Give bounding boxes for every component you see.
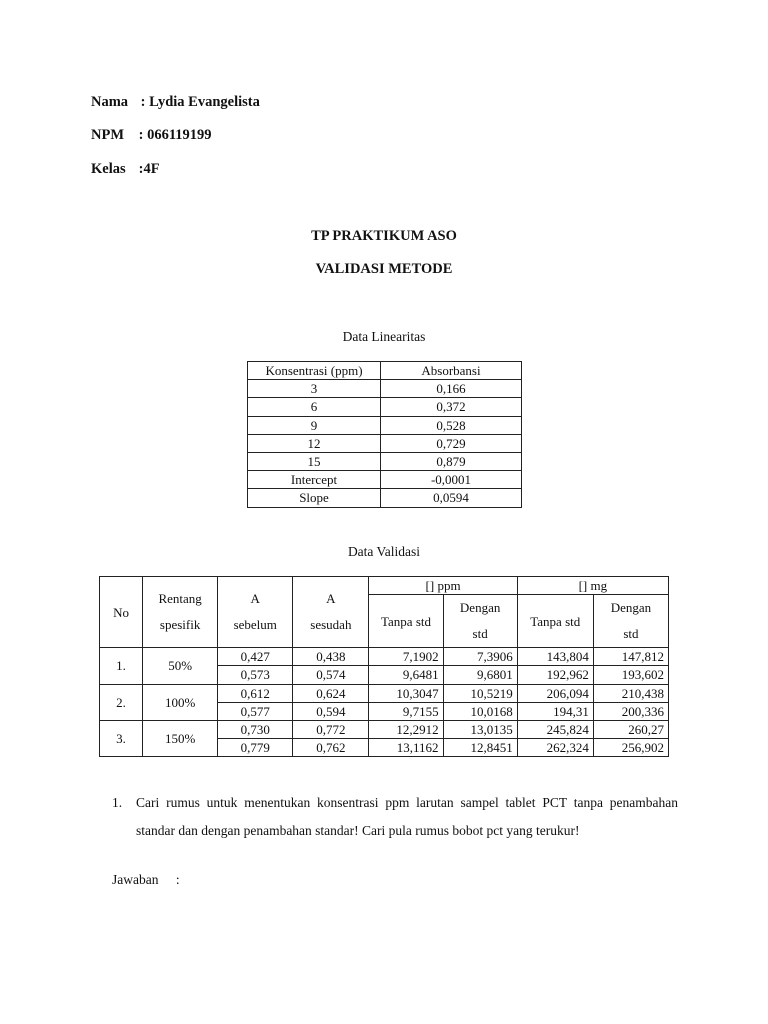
cell-konsentrasi: 6 <box>248 398 381 416</box>
cell-mg-dengan: 256,902 <box>593 739 668 757</box>
cell-a-sesudah: 0,772 <box>293 720 369 738</box>
page-subtitle: VALIDASI METODE <box>315 261 453 277</box>
column-header-tanpa-mg: Tanpa std <box>517 595 593 648</box>
column-header-a-sebelum <box>218 577 293 648</box>
cell-ppm-tanpa: 9,6481 <box>369 666 443 684</box>
cell-no: 3. <box>100 720 143 756</box>
cell-ppm-dengan: 9,6801 <box>443 666 517 684</box>
cell-mg-tanpa: 206,094 <box>517 684 593 702</box>
table-row <box>248 489 522 507</box>
answer-colon: : <box>175 872 180 887</box>
cell-mg-tanpa: 245,824 <box>517 720 593 738</box>
table-row <box>248 380 522 398</box>
cell-no: 1. <box>100 648 143 684</box>
kelas-value: :4F <box>138 161 160 177</box>
cell-mg-dengan: 200,336 <box>593 702 668 720</box>
cell-a-sesudah: 0,624 <box>293 684 369 702</box>
question-number: 1. <box>112 795 123 810</box>
column-header-no: No <box>100 577 143 648</box>
name-label: Nama <box>91 94 129 110</box>
table-row <box>100 648 669 666</box>
cell-a-sebelum: 0,427 <box>218 648 293 666</box>
cell-a-sebelum: 0,779 <box>218 739 293 757</box>
cell-absorbansi: -0,0001 <box>381 471 522 489</box>
cell-absorbansi: 0,372 <box>381 398 522 416</box>
cell-mg-dengan: 210,438 <box>593 684 668 702</box>
header-text: A <box>250 591 260 607</box>
cell-a-sesudah: 0,574 <box>293 666 369 684</box>
kelas-label: Kelas <box>91 161 126 177</box>
column-header: Konsentrasi (ppm) <box>248 362 381 380</box>
table-row <box>248 398 522 416</box>
header-text: Dengan <box>610 600 652 616</box>
cell-konsentrasi: Slope <box>248 489 381 507</box>
column-header-a-sesudah <box>293 577 369 648</box>
cell-no: 2. <box>100 684 143 720</box>
npm-value: : 066119199 <box>138 127 212 143</box>
header-text: std <box>623 626 639 642</box>
linearitas-caption: Data Linearitas <box>342 329 426 344</box>
cell-ppm-tanpa: 9,7155 <box>369 702 443 720</box>
cell-a-sebelum: 0,577 <box>218 702 293 720</box>
question-text: Cari rumus untuk menentukan konsentrasi ppm larutan sampel tablet PCT tanpa penambahan standar dan dengan penambahan standar! Cari pula rumus bobot pct yang terukur! <box>136 795 678 838</box>
header-text: sebelum <box>233 617 277 633</box>
cell-absorbansi: 0,879 <box>381 452 522 470</box>
column-header-dengan-ppm <box>443 595 517 648</box>
cell-ppm-tanpa: 12,2912 <box>369 720 443 738</box>
cell-ppm-dengan: 7,3906 <box>443 648 517 666</box>
kelas-line <box>91 161 160 178</box>
cell-mg-dengan: 147,812 <box>593 648 668 666</box>
cell-a-sebelum: 0,573 <box>218 666 293 684</box>
cell-ppm-tanpa: 10,3047 <box>369 684 443 702</box>
cell-konsentrasi: 15 <box>248 452 381 470</box>
cell-mg-tanpa: 194,31 <box>517 702 593 720</box>
cell-absorbansi: 0,0594 <box>381 489 522 507</box>
cell-rentang: 150% <box>143 720 218 756</box>
cell-konsentrasi: 9 <box>248 416 381 434</box>
cell-rentang: 50% <box>143 648 218 684</box>
cell-a-sesudah: 0,594 <box>293 702 369 720</box>
cell-ppm-dengan: 13,0135 <box>443 720 517 738</box>
header-text: std <box>472 626 488 642</box>
cell-konsentrasi: Intercept <box>248 471 381 489</box>
question-item <box>112 789 678 845</box>
cell-mg-dengan: 193,602 <box>593 666 668 684</box>
header-text: Dengan <box>459 600 501 616</box>
cell-ppm-dengan: 10,0168 <box>443 702 517 720</box>
header-text: Rentang <box>158 591 202 607</box>
header-text: sesudah <box>310 617 352 633</box>
column-header-ppm: [] ppm <box>369 577 517 595</box>
cell-mg-tanpa: 192,962 <box>517 666 593 684</box>
cell-a-sesudah: 0,762 <box>293 739 369 757</box>
table-header-row <box>248 362 522 380</box>
validasi-table <box>99 576 669 757</box>
answer-label: Jawaban <box>112 872 159 887</box>
column-header-mg: [] mg <box>517 577 668 595</box>
npm-label: NPM <box>91 127 125 143</box>
linearitas-table <box>247 361 522 508</box>
cell-absorbansi: 0,166 <box>381 380 522 398</box>
page-title: TP PRAKTIKUM ASO <box>311 228 457 244</box>
answer-line <box>112 872 180 888</box>
cell-a-sebelum: 0,730 <box>218 720 293 738</box>
cell-ppm-tanpa: 13,1162 <box>369 739 443 757</box>
cell-a-sesudah: 0,438 <box>293 648 369 666</box>
name-value: : Lydia Evangelista <box>140 94 260 110</box>
cell-a-sebelum: 0,612 <box>218 684 293 702</box>
cell-absorbansi: 0,729 <box>381 434 522 452</box>
cell-konsentrasi: 3 <box>248 380 381 398</box>
table-row <box>100 684 669 702</box>
cell-ppm-tanpa: 7,1902 <box>369 648 443 666</box>
cell-rentang: 100% <box>143 684 218 720</box>
cell-mg-tanpa: 143,804 <box>517 648 593 666</box>
column-header: Absorbansi <box>381 362 522 380</box>
table-row <box>248 471 522 489</box>
column-header-dengan-mg <box>593 595 668 648</box>
cell-mg-tanpa: 262,324 <box>517 739 593 757</box>
header-text: spesifik <box>159 617 201 633</box>
table-row <box>248 434 522 452</box>
table-row <box>248 416 522 434</box>
header-text: A <box>326 591 336 607</box>
table-header-row <box>100 577 669 595</box>
table-row <box>248 452 522 470</box>
cell-absorbansi: 0,528 <box>381 416 522 434</box>
cell-ppm-dengan: 12,8451 <box>443 739 517 757</box>
cell-konsentrasi: 12 <box>248 434 381 452</box>
column-header-rentang <box>143 577 218 648</box>
cell-mg-dengan: 260,27 <box>593 720 668 738</box>
name-line <box>91 94 260 111</box>
npm-line <box>91 127 212 144</box>
cell-ppm-dengan: 10,5219 <box>443 684 517 702</box>
table-row <box>100 720 669 738</box>
validasi-caption: Data Validasi <box>347 544 421 559</box>
column-header-tanpa-ppm: Tanpa std <box>369 595 443 648</box>
